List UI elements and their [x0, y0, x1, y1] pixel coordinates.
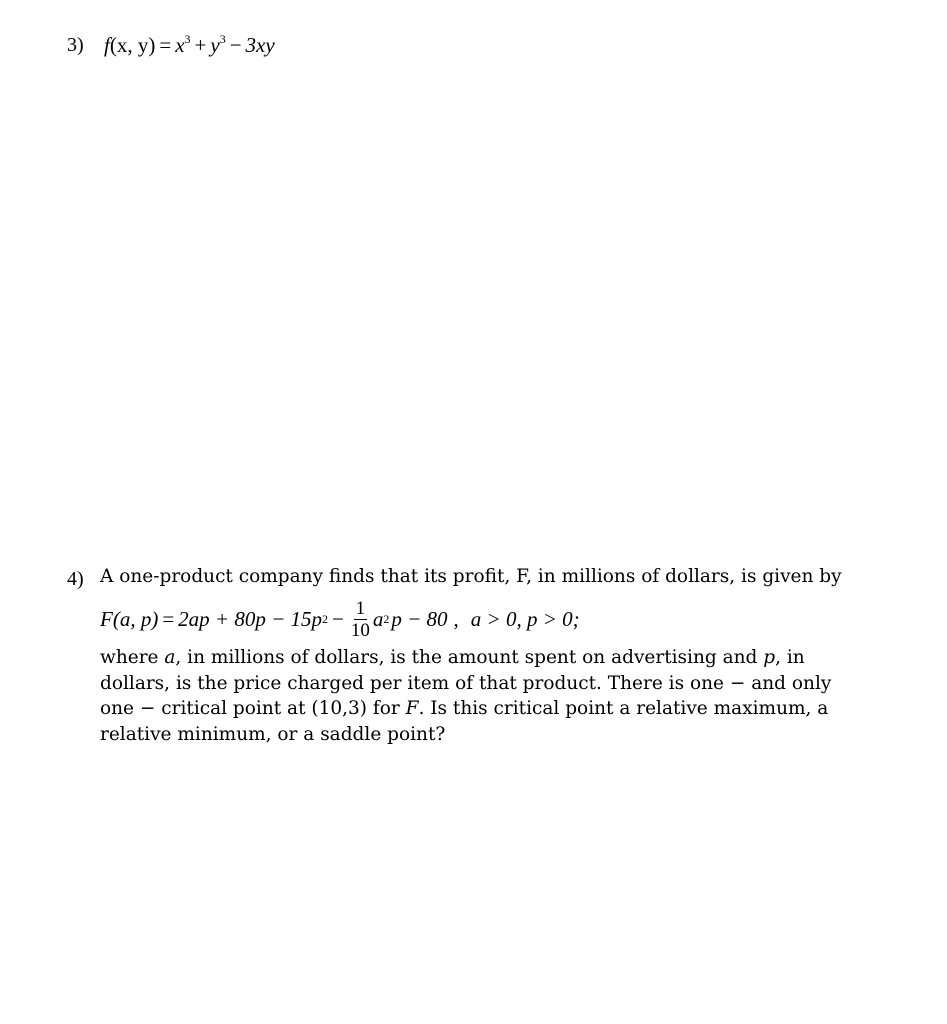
formula-equals: = [162, 606, 175, 631]
formula-separator: , [453, 606, 459, 631]
problem-3-number: 3) [67, 34, 84, 56]
term-x: x [175, 33, 185, 57]
body-line-1 [100, 645, 860, 671]
fraction-denominator: 10 [350, 619, 370, 641]
line3-text-a: one − critical point at (10,3) for [100, 698, 406, 719]
problem-4-intro: A one-product company finds that its profit, F, in millions of dollars, is given by [100, 566, 842, 587]
formula-minus: − [332, 606, 344, 631]
line1-text-c: , in [775, 647, 805, 668]
fraction-one-tenth [351, 599, 370, 640]
problem-4-body [100, 645, 860, 747]
formula-tail: p − 80 [391, 606, 448, 631]
term-x-exponent: 3 [184, 32, 191, 46]
minus-sign: − [229, 33, 242, 57]
body-line-4: relative minimum, or a saddle point? [100, 723, 446, 745]
formula-lhs: F(a, p) [100, 606, 159, 631]
term-y: y [210, 33, 220, 57]
plus-sign: + [194, 33, 207, 57]
formula-constraint: a > 0, p > 0; [470, 606, 580, 631]
line1-var-p: p [763, 647, 776, 668]
problem-4-number: 4) [67, 568, 84, 590]
problem-3-function [104, 33, 275, 58]
line3-var-f: F [405, 698, 419, 719]
line1-text-a: where [100, 647, 165, 668]
body-line-3 [100, 696, 860, 722]
line1-text-b: , in millions of dollars, is the amount spent on advertising and [175, 647, 764, 668]
formula-a: a [372, 606, 384, 631]
fraction-numerator: 1 [355, 597, 366, 619]
formula-terms: 2ap + 80p − 15p [178, 606, 323, 631]
function-name: f [104, 33, 110, 57]
line3-text-b: . Is this critical point a relative maximum, a [418, 698, 829, 719]
line1-var-a: a [164, 647, 176, 668]
profit-formula: F(a, p) = 2ap + 80p − 15p 2 − $\frac{1}{10}$ a 2 p − 80 , a > 0, p > 0; [100, 597, 580, 641]
term-y-exponent: 3 [219, 32, 226, 46]
body-line-2: dollars, is the price charged per item of that product. There is one − and only [100, 672, 832, 694]
function-args: (x, y) [109, 33, 156, 57]
equals-sign: = [159, 33, 172, 57]
term-3xy: 3xy [245, 33, 275, 57]
